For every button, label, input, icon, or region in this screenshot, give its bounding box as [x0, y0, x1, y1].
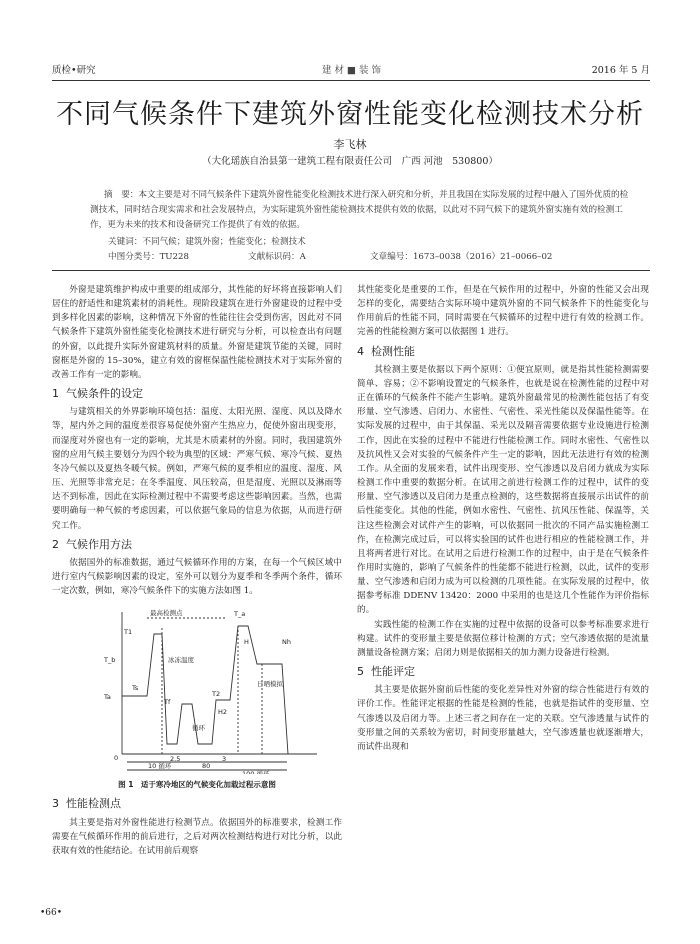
- fig-label-ts: Ts: [132, 684, 139, 693]
- section-2-heading: 2 气候作用方法: [52, 537, 132, 551]
- fig-label-freeze: 冰冻温度: [168, 656, 194, 665]
- header-date: 2016 年 5 月: [591, 65, 650, 76]
- fig-label-h2: H2: [218, 708, 228, 717]
- fig-label-3: 3: [222, 755, 227, 764]
- section-4-paragraph-1: 其检测主要是依据以下两个原则：①便宜原则，就是指其性能检测需要简单、容易；②不影响设置定的气候条件，也就是说在检测性能的过程中对正在循环的气候条件不能产生影响。建筑外窗最常见的检测性能包括了有变形量、空气渗透、启闭力、水密性、气密性、采光性能以及保温性能等。在实际发展的过程中，由于其保温、采光以及隔音需要依据专业设施进行检测工作，因此在实验的过程中不能进行性能检测工作。同时水密性、气密性以及抗风性又会对实验的气候条件产生一定的影响，因此无法进行有效的检测工作。从全面的发展来看，试件出现变形、空气渗透以及启闭力就成为实际检测工作中重要的数据分析。在试用之前进行检测工作的过程中，试件的变形量、空气渗透以及启闭力是重点检测的，这些数据将直接展示出试件的前后性能变化。其他的性能，例如水密性、气密性、抗风压性能、保温等，关注这些检测会对试件产生的影响，可以依据同一批次的不同产品实施检测工作，在检测完成过后，可以将实验国的试件也进行相应的性能检测工作，并且将两者进行对比。在试用之后进行检测工作的过程中，由于是在气候条件作用时实施的，影响了气候条件的性能都不能进行检测，以此，试件的变形量、空气渗透和启闭力成为可以检测的几项性能。在实际发展的过程中，依据参考标准 DDENV 13420：2000 中采用的也是这几个性能作为评价指标的。: [357, 364, 649, 616]
- fig-label-sun: 日晒模拟: [257, 680, 283, 689]
- section-3-text: 其主要是指对外窗性能进行检测节点。依据国外的标准要求，检测工作需要在气候循环作用的前后进行，之后对两次检测结构进行对比分析，以此获取有效的性能结论。在试用前后观察: [52, 817, 342, 856]
- abstract: [90, 188, 630, 233]
- page-number: •66•: [40, 908, 63, 918]
- section-1-text: 与建筑相关的外界影响环境包括：温度、太阳光照、湿度、风以及降水等，屋内外之间的温度差很容易促使外窗产生热应力，促使外窗出现变形，而湿度对外窗也有一定的影响，尤其是木质素材的外窗。同时，我国建筑外窗的应用气候主要划分为四个较为典型的区域：严寒气候、寒冷气候、夏热冬冷气候以及夏热冬暖气候。例如，严寒气候的夏季相应的温度、湿度、风压、光照等非常充足；在冬季温度、风压较高，但是湿度、光照以及淋雨等达不到标准，因此在实际检测过程中不需要考虑这些影响因素。当然，也需要明确每一种气候的考虑因素，可以依据气象局的信息为依据，从而进行研究工作。: [52, 407, 342, 531]
- affiliation: （大化瑶族自治县第一建筑工程有限责任公司 广西 河池 530800）: [202, 156, 498, 167]
- section-5-heading: 5 性能评定: [357, 665, 415, 679]
- section-5-text: 其主要是依据外窗前后性能的变化差异性对外窗的综合性能进行有效的评价工作。性能评定根据的性能是检测的性能，也就是指试件的变形量、空气渗透以及启闭力等。上述三者之间存在一定的关联。空气渗透量与试件的变形量之间的关系较为密切，时间变形量越大，空气渗透量也就逐渐增大，而试件出现和: [357, 685, 649, 752]
- fig-label-25: 2.5: [170, 755, 181, 764]
- right-column: [357, 283, 649, 754]
- section-4-paragraph-2: 实践性能的检测工作在实施的过程中依据的设备可以参考标准要求进行构建。试件的变形量主要是依据位移计检测的方式；空气渗透依据的是流量测量设备检测方案；启闭力则是依据相关的加力测力设备进行检测。: [357, 619, 649, 658]
- figure-1: [52, 604, 342, 774]
- keywords: 关键词：不同气候；建筑外窗；性能变化；检测技术: [108, 237, 306, 247]
- fig-label-cycle: 循环: [192, 724, 205, 733]
- fig-label-tf: Tf: [164, 698, 171, 707]
- left-column: [52, 283, 342, 858]
- page-title: 不同气候条件下建筑外窗性能变化检测技术分析: [56, 99, 644, 130]
- abstract-rule: [52, 270, 650, 271]
- climate-cycle-diagram: [52, 604, 342, 774]
- author: 李飞林: [333, 138, 367, 151]
- intro-paragraph: 外窗是建筑维护构成中重要的组成部分，其性能的好坏将直接影响人们居住的舒适性和建筑素材的消耗性。现阶段建筑在进行外窗建设的过程中受到多样化因素的影响，这种情况下外窗的性能往往会受到伤害，因此对不同气候条件下建筑外窗性能变化检测技术进行研究与分析，可以检查出有问题的外窗，以此提升实际外窗建筑材料的质量。外窗是建筑节能的关键，同时窗框是外窗的 15–30%，建立有效的窗框保温性能检测技术对于实际外窗的改善工作有一定的影响。: [52, 285, 342, 380]
- fig-label-t2: T2: [212, 690, 221, 699]
- abstract-label: 摘 要：: [104, 190, 139, 200]
- fig-label-80: 80: [202, 762, 211, 771]
- fig-label-nh: Nh: [282, 638, 291, 647]
- fig-label-t1: T1: [124, 628, 133, 637]
- section-3-heading: 3 性能检测点: [52, 797, 121, 811]
- fig-label-ta2: Ta: [104, 693, 111, 702]
- article-number: 文章编号：1673–0038（2016）21–0066–02: [370, 252, 553, 262]
- fig-label-zero: 0: [114, 754, 119, 763]
- figure-1-caption: 图 1 适于寒冷地区的气候变化加载过程示意图: [118, 780, 276, 790]
- fig-label-tb: T_b: [104, 656, 116, 665]
- continued-paragraph: 其性能变化是重要的工作，但是在气候作用的过程中，外窗的性能又会出现怎样的变化，需要结合实际环境中建筑外窗的不同气候条件下的性能变化与作用前后的性能不同，同时需要在气候循环的过程中进行有效的检测工作。完善的性能检测方案可以依据图 1 进行。: [357, 285, 649, 338]
- document-code: 文献标识码：A: [248, 252, 306, 262]
- fig-label-ta: T_a: [234, 610, 246, 619]
- abstract-text: 本文主要是对不同气候条件下建筑外窗性能变化检测技术进行深入研究和分析，并且我国在实际发展的过程中融入了国外优质的检测技术，同时结合现实需求和社会发展特点，为实际建筑外窗性能检测技术提供有效的依据，以此对不同气候下的建筑外窗实施有效的检测工作，更为未来的技术和设备研究工作提供了有效的依据。: [90, 190, 629, 230]
- classification-number: 中图分类号：TU228: [108, 252, 189, 262]
- fig-label-h: H: [244, 638, 249, 647]
- header-section: 质检•研究: [52, 65, 96, 76]
- header-journal: 建 材 ■ 装 饰: [322, 65, 382, 76]
- running-header: [52, 62, 650, 76]
- fig-label-100cycle: 100 循环: [242, 770, 270, 775]
- fig-label-peak: 最高检测点: [150, 609, 183, 618]
- section-4-heading: 4 检测性能: [357, 344, 415, 358]
- header-rule: [52, 80, 650, 81]
- section-2-text: 依据国外的标准数据，通过气候循环作用的方案，在每一个气候区域中进行室内气候影响因素的设定，室外可以划分为夏季和冬季两个条件，循环一定次数，例如，寒冷气候条件下的实施方法如图 1。: [52, 557, 342, 597]
- section-1-heading: 1 气候条件的设定: [52, 387, 143, 401]
- fig-label-10cycle: 10 循环: [148, 762, 172, 771]
